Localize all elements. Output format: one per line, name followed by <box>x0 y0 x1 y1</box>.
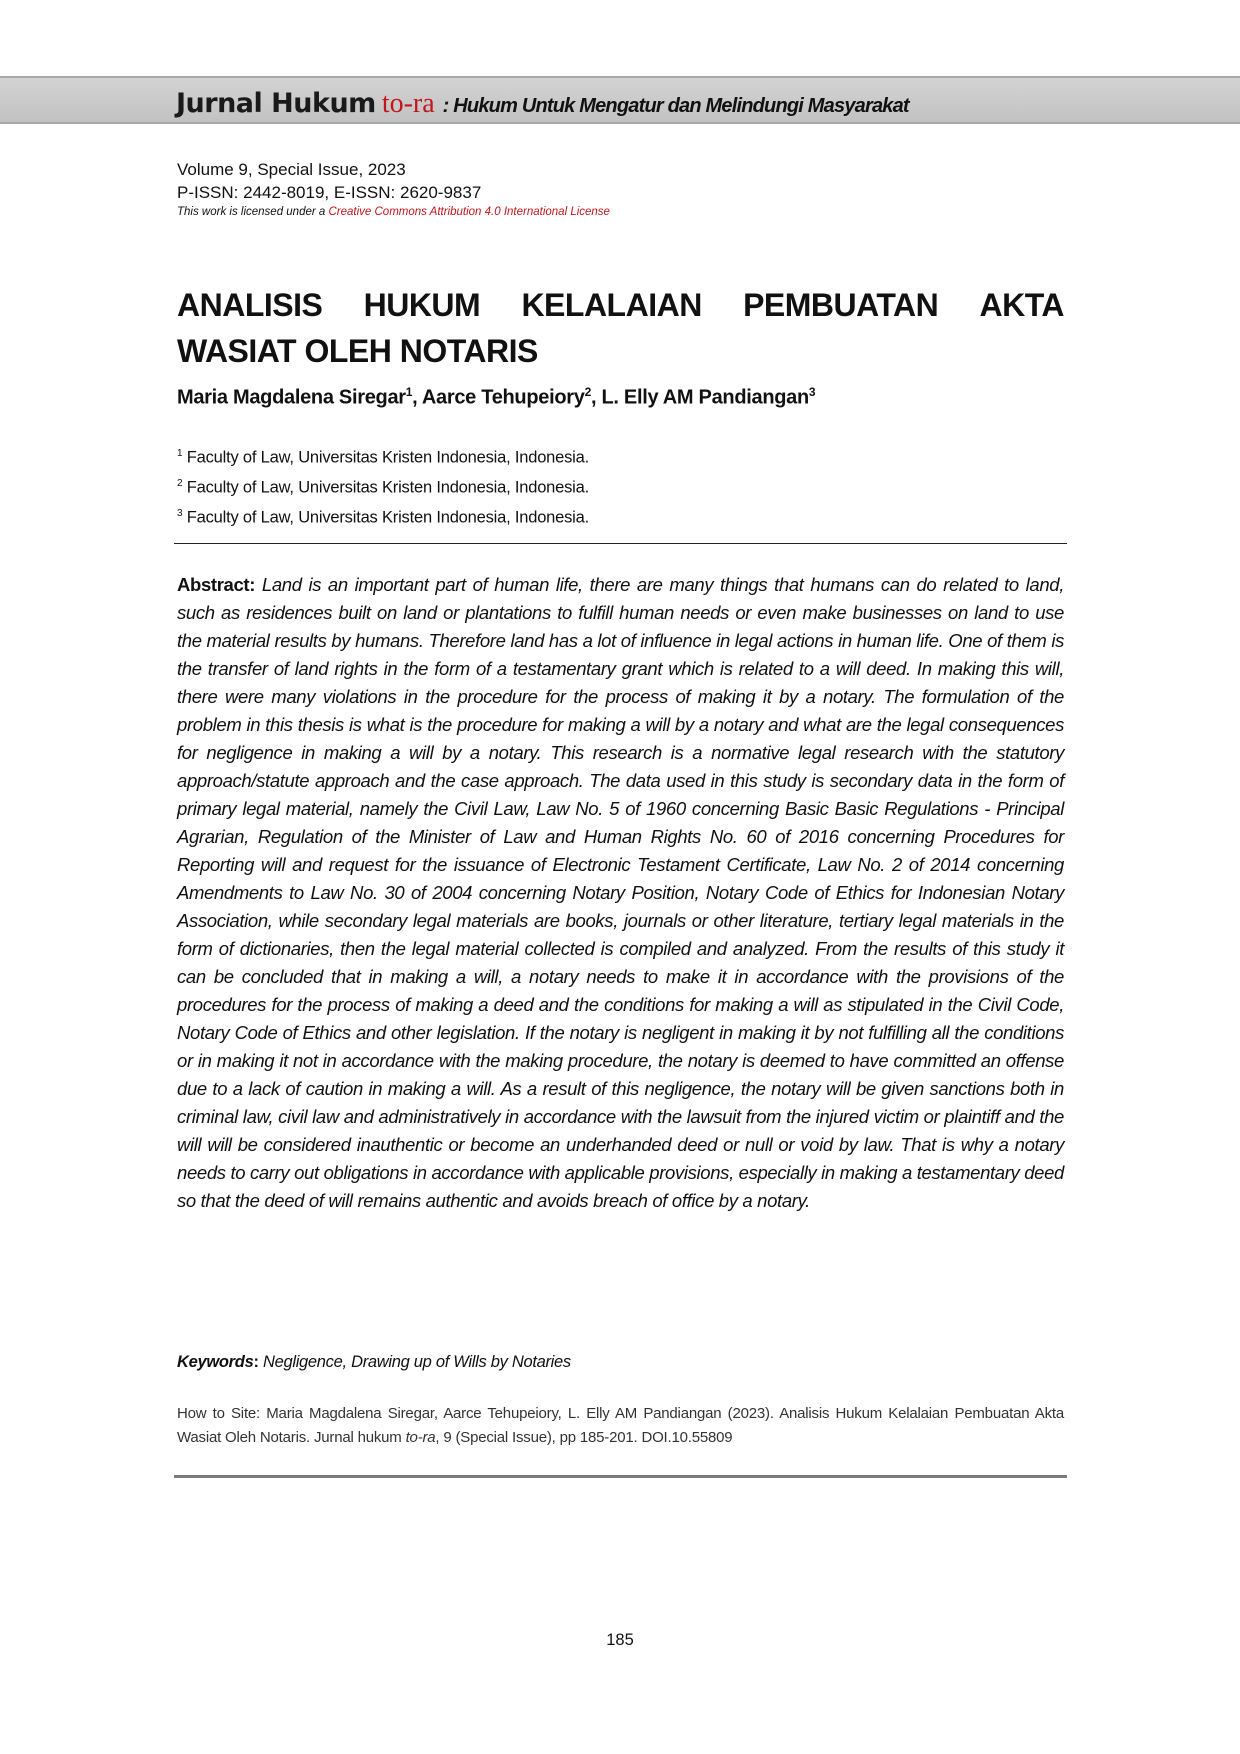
title-word: AKTA <box>979 287 1064 323</box>
journal-header-band <box>0 76 1240 124</box>
citation <box>177 1402 1064 1450</box>
abstract-text: Land is an important part of human life, there are many things that humans can do related to land, such as residences built on land or plantations to fulfill human needs or even make businesses on land to use the material results by humans. Therefore land has a lot of influence in legal actions in human life. One of them is the transfer of land rights in the form of a testamentary grant which is related to a will deed. In making this will, there were many violations in the procedure for the process of making it by a notary. The formulation of the problem in this thesis is what is the procedure for making a will by a notary and what are the legal consequences for negligence in making a will by a notary. This research is a normative legal research with the statutory approach/statute approach and the case approach. The data used in this study is secondary data in the form of primary legal material, namely the Civil Law, Law No. 5 of 1960 concerning Basic Basic Regulations - Principal Agrarian, Regulation of the Minister of Law and Human Rights No. 60 of 2016 concerning Procedures for Reporting will and request for the issuance of Electronic Testament Certificate, Law No. 2 of 2014 concerning Amendments to Law No. 30 of 2004 concerning Notary Position, Notary Code of Ethics for Indonesian Notary Association, while secondary legal materials are books, journals or other literature, tertiary legal materials in the form of dictionaries, then the legal material collected is compiled and analyzed. From the results of this study it can be concluded that in making a will, a notary needs to make it in accordance with the provisions of the procedures for the process of making a deed and the conditions for making a will as stipulated in the Civil Code, Notary Code of Ethics and other legislation. If the notary is negligent in making it by not fulfilling all the conditions or in making it not in accordance with the making procedure, the notary is deemed to have committed an offense due to a lack of caution in making a will. As a result of this negligence, the notary will be given sanctions both in criminal law, civil law and administratively in accordance with the lawsuit from the injured victim or plaintiff and the will will be considered inauthentic or become an underhanded deed or null or void by law. That is why a notary needs to carry out obligations in accordance with applicable provisions, especially in making a testamentary deed so that the deed of will remains authentic and avoids breach of office by a notary. <box>177 574 1064 1211</box>
abstract-label: Abstract: <box>177 574 256 595</box>
journal-tagline: : Hukum Untuk Mengatur dan Melindungi Masyarakat <box>442 95 909 117</box>
author-affil-marker: 2 <box>584 385 591 399</box>
divider-bottom <box>174 1475 1067 1478</box>
affil-text: Faculty of Law, Universitas Kristen Indonesia, Indonesia. <box>186 448 590 467</box>
title-line-1 <box>177 282 1064 328</box>
title-line-2: WASIAT OLEH NOTARIS <box>177 333 538 369</box>
issue-meta <box>177 158 610 220</box>
title-word: HUKUM <box>363 287 481 323</box>
keywords-text: Negligence, Drawing up of Wills by Notaries <box>262 1353 571 1371</box>
affil-marker: 1 <box>177 448 183 459</box>
affil-text: Faculty of Law, Universitas Kristen Indonesia, Indonesia. <box>186 478 590 497</box>
journal-brand: to-ra <box>381 88 435 119</box>
affil-text: Faculty of Law, Universitas Kristen Indonesia, Indonesia. <box>186 508 590 527</box>
issn-info: P-ISSN: 2442-8019, E-ISSN: 2620-9837 <box>177 183 482 202</box>
affiliation-item <box>177 471 589 501</box>
license-prefix: This work is licensed under a <box>177 206 329 218</box>
separator: , <box>412 386 422 409</box>
citation-suffix: , 9 (Special Issue), pp 185-201. DOI.10.55809 <box>435 1429 733 1446</box>
article-title <box>177 282 1064 374</box>
license-note <box>177 204 610 220</box>
volume-info: Volume 9, Special Issue, 2023 <box>177 160 406 179</box>
citation-prefix: How to Site: Maria Magdalena Siregar, Aarce Tehupeiory, L. Elly AM Pandiangan (2023). Analisis Hukum Kelalaian Pembuatan Akta Wasiat Oleh Notaris. Jurnal hukum <box>177 1405 1064 1446</box>
affil-marker: 3 <box>177 508 183 519</box>
author-list <box>177 385 815 410</box>
affiliation-item <box>177 441 589 471</box>
journal-header <box>176 88 909 120</box>
keywords-label: Keywords <box>177 1353 254 1371</box>
author-name: Maria Magdalena Siregar <box>177 386 406 409</box>
divider-top <box>174 543 1067 544</box>
keywords <box>177 1353 571 1372</box>
author-name: Aarce Tehupeiory <box>421 386 585 409</box>
affiliation-list <box>177 441 589 531</box>
title-word: PEMBUATAN <box>743 287 939 323</box>
license-link[interactable]: Creative Commons Attribution 4.0 International License <box>328 206 610 218</box>
affil-marker: 2 <box>177 478 183 489</box>
title-word: KELALAIAN <box>521 287 702 323</box>
author-affil-marker: 3 <box>808 385 816 399</box>
citation-journal: to-ra <box>405 1429 436 1446</box>
page-number: 185 <box>606 1631 634 1649</box>
author-name: L. Elly AM Pandiangan <box>601 386 809 409</box>
author-affil-marker: 1 <box>405 385 413 399</box>
separator: , <box>590 386 602 409</box>
journal-name: Jurnal Hukum <box>176 88 376 119</box>
title-word: ANALISIS <box>177 287 323 323</box>
affiliation-item <box>177 501 589 531</box>
abstract <box>177 571 1064 1215</box>
keywords-colon: : <box>253 1353 263 1371</box>
